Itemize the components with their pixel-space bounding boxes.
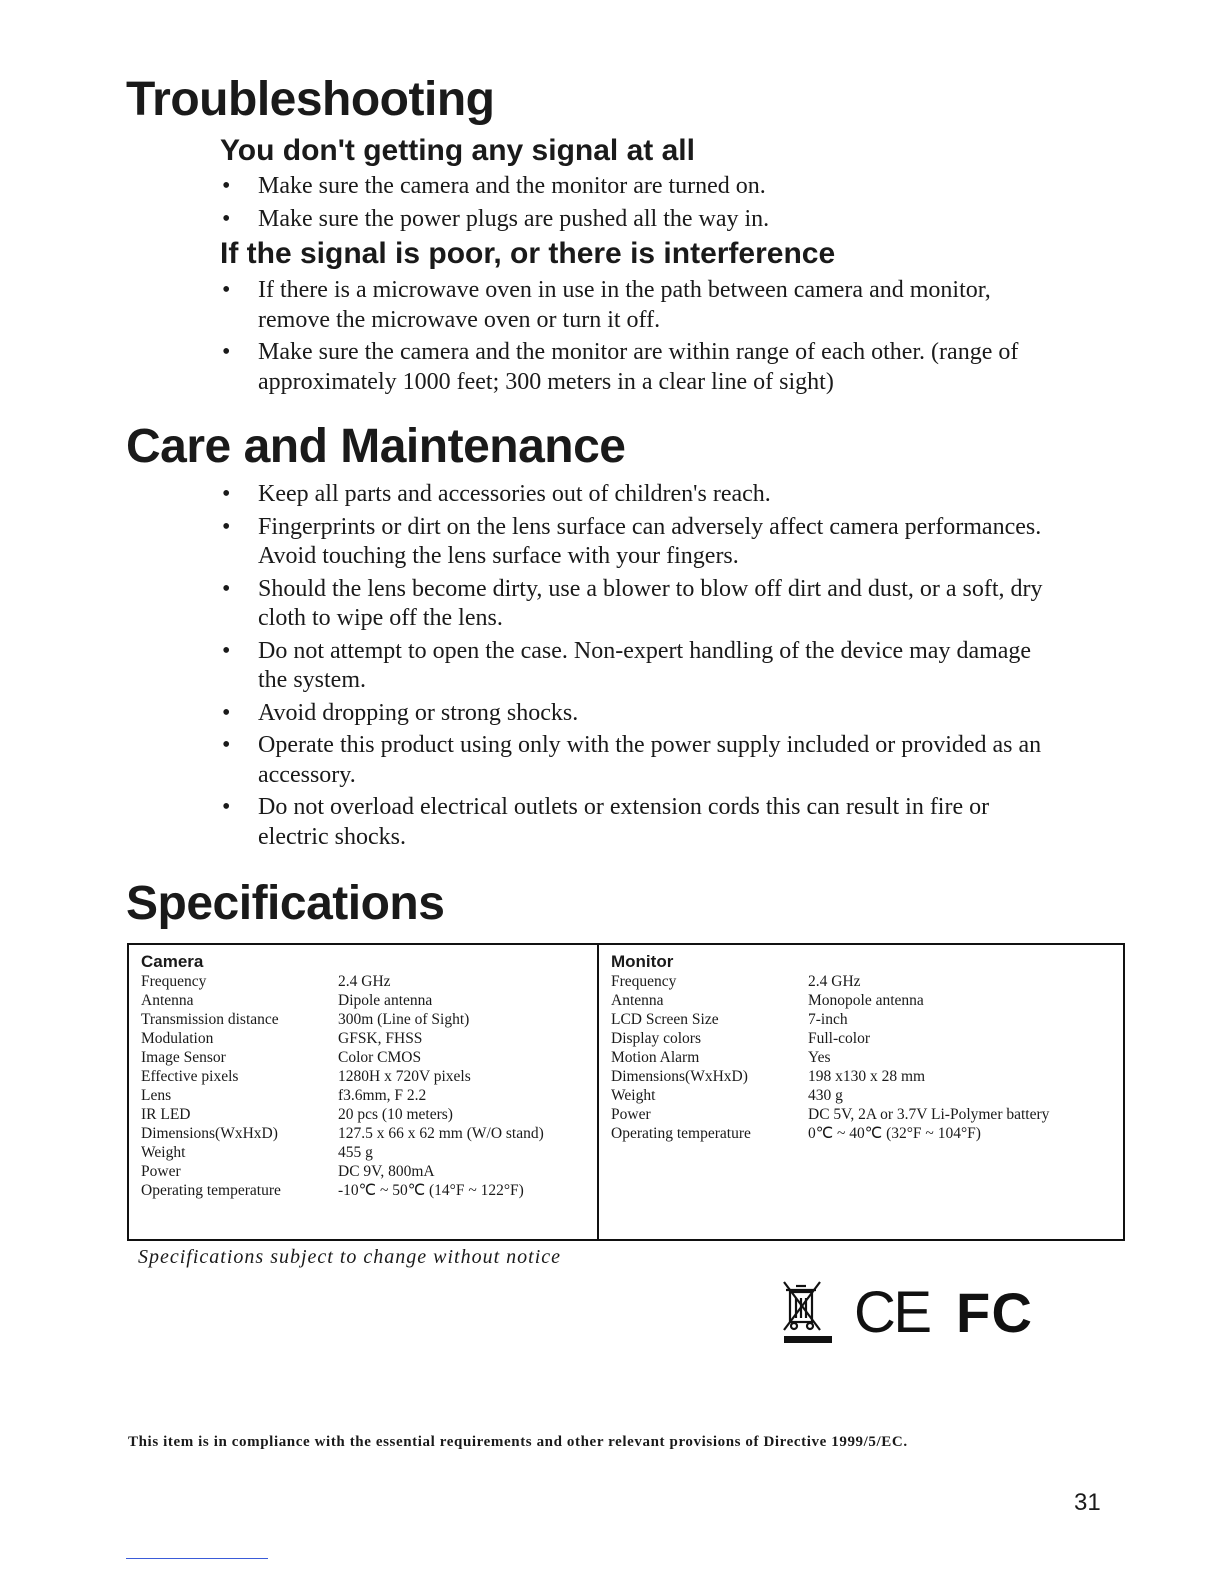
spec-label: Lens [141,1087,172,1104]
spec-row [611,1086,1123,1105]
spec-value: 7-inch [808,1011,848,1028]
spec-row [611,1105,1123,1124]
spec-row [141,1048,597,1067]
spec-label: Transmission distance [141,1011,279,1028]
spec-label: Image Sensor [141,1049,226,1066]
spec-label: IR LED [141,1106,191,1123]
list-item: • Fingerprints or dirt on the lens surface can adversely affect camera performances. Avoid touching the lens surface with your fingers. [220,513,1065,572]
spec-row [141,1029,597,1048]
spec-label: Antenna [141,992,194,1009]
spec-value: 300m (Line of Sight) [338,1011,470,1028]
spec-row [141,991,597,1010]
spec-value: DC 9V, 800mA [338,1163,435,1180]
spec-value: 455 g [338,1144,373,1161]
spec-label: Frequency [141,973,207,990]
spec-value: 2.4 GHz [808,973,861,990]
list-item: • Do not overload electrical outlets or extension cords this can result in fire or electric shocks. [220,793,1065,852]
spec-row [611,1124,1123,1143]
camera-spec-column [129,945,599,1239]
spec-value: Dipole antenna [338,992,433,1009]
spec-row [611,991,1123,1010]
care-list [220,480,1065,855]
spec-label: Dimensions(WxHxD) [611,1068,748,1085]
spec-label: Weight [141,1144,186,1161]
spec-value: f3.6mm, F 2.2 [338,1087,427,1104]
spec-label: Weight [611,1087,656,1104]
spec-row [611,1010,1123,1029]
camera-spec-rows [141,972,597,1200]
spec-value: 20 pcs (10 meters) [338,1106,453,1123]
spec-row [141,1162,597,1181]
spec-row [141,1010,597,1029]
spec-row [611,1067,1123,1086]
spec-table [127,943,1125,1241]
fcc-logo-text: FC [956,1281,1032,1344]
spec-value: 2.4 GHz [338,973,391,990]
spec-label: Display colors [611,1030,701,1047]
spec-row [141,1181,597,1200]
spec-note: Specifications subject to change without notice [138,1246,562,1268]
bottom-rule [126,1558,268,1559]
spec-value: 1280H x 720V pixels [338,1068,471,1085]
spec-value: DC 5V, 2A or 3.7V Li-Polymer battery [808,1106,1050,1123]
list-item: • Make sure the power plugs are pushed all the way in. [220,205,769,235]
compliance-marks [780,1278,1040,1348]
spec-value: GFSK, FHSS [338,1030,423,1047]
spec-value: 127.5 x 66 x 62 mm (W/O stand) [338,1125,544,1142]
list-item: • Make sure the camera and the monitor are turned on. [220,172,769,202]
fcc-logo-icon [956,1281,1032,1344]
spec-value: 0℃ ~ 40℃ (32°F ~ 104°F) [808,1125,981,1142]
weee-bar [784,1336,832,1343]
list-item: • Do not attempt to open the case. Non-expert handling of the device may damage the system. [220,637,1065,696]
spec-label: Antenna [611,992,664,1009]
spec-value: Yes [808,1049,831,1066]
spec-label: Modulation [141,1030,214,1047]
monitor-spec-rows [611,972,1123,1143]
ce-mark-icon [854,1280,932,1345]
poor-signal-list [220,276,1020,400]
list-item: • If there is a microwave oven in use in the path between camera and monitor, remove the microwave oven or turn it off. [220,276,1020,335]
spec-row [141,1067,597,1086]
spec-label: LCD Screen Size [611,1011,719,1028]
spec-label: Motion Alarm [611,1049,700,1066]
weee-crossed-bin-icon [784,1282,820,1330]
spec-row [141,1105,597,1124]
spec-label: Frequency [611,973,677,990]
spec-value: 198 x130 x 28 mm [808,1068,926,1085]
spec-label: Operating temperature [611,1125,751,1142]
spec-value: 430 g [808,1087,843,1104]
camera-heading: Camera [141,952,204,971]
spec-row [141,1124,597,1143]
list-item: • Make sure the camera and the monitor are within range of each other. (range of approximately 1000 feet; 300 meters in a clear line of sight) [220,338,1020,397]
spec-row [611,1048,1123,1067]
spec-row [141,1086,597,1105]
list-item: • Keep all parts and accessories out of children's reach. [220,480,1065,510]
spec-value: -10℃ ~ 50℃ (14°F ~ 122°F) [338,1182,524,1199]
spec-row [611,1029,1123,1048]
troubleshooting-title: Troubleshooting [126,73,495,126]
specifications-title: Specifications [126,877,445,930]
list-item: • Operate this product using only with the power supply included or provided as an accessory. [220,731,1065,790]
spec-row [141,972,597,991]
monitor-spec-column [599,945,1123,1239]
ce-mark-text: CE [854,1280,932,1345]
spec-value: Color CMOS [338,1049,422,1066]
list-item: • Should the lens become dirty, use a blower to blow off dirt and dust, or a soft, dry cloth to wipe off the lens. [220,575,1065,634]
spec-label: Power [611,1106,651,1123]
no-signal-list [220,172,769,237]
monitor-heading: Monitor [611,952,674,971]
spec-label: Effective pixels [141,1068,239,1085]
poor-signal-heading: If the signal is poor, or there is interference [220,237,836,270]
care-title: Care and Maintenance [126,420,626,473]
spec-label: Operating temperature [141,1182,281,1199]
compliance-footer: This item is in compliance with the essential requirements and other relevant provisions of Directive 1999/5/EC. [128,1434,908,1450]
spec-label: Dimensions(WxHxD) [141,1125,278,1142]
page-number: 31 [1074,1489,1101,1516]
no-signal-heading: You don't getting any signal at all [220,134,695,167]
spec-label: Power [141,1163,181,1180]
spec-value: Full-color [808,1030,870,1047]
spec-value: Monopole antenna [808,992,924,1009]
spec-row [611,972,1123,991]
spec-row [141,1143,597,1162]
list-item: • Avoid dropping or strong shocks. [220,699,1065,729]
